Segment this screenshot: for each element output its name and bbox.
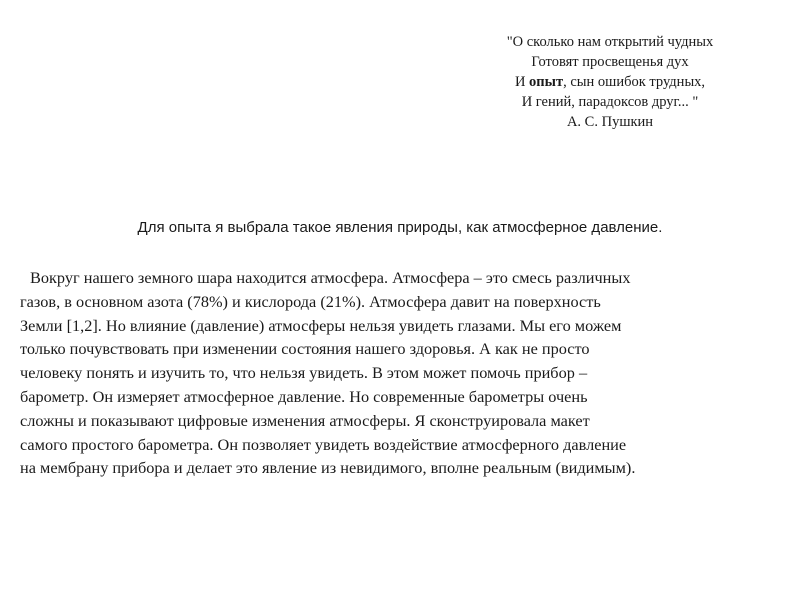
body-line: только почувствовать при изменении состояния нашего здоровья. А как не просто xyxy=(20,339,590,359)
body-line: барометр. Он измеряет атмосферное давление. Но современные барометры очень xyxy=(20,386,588,406)
epigraph-line-1: "О сколько нам открытий чудных xyxy=(506,34,714,50)
epigraph-emphasis-word: опыт xyxy=(529,74,564,90)
body-line: сложны и показывают цифровые изменения атмосферы. Я сконструировала макет xyxy=(20,410,590,430)
epigraph-quote xyxy=(430,32,790,132)
body-line: Земли [1,2]. Но влияние (давление) атмосферы нельзя увидеть глазами. Мы его можем xyxy=(20,315,622,335)
epigraph-line-4: И гений, парадоксов друг... " xyxy=(521,94,699,110)
epigraph-author: А. С. Пушкин xyxy=(566,114,654,130)
body-line: газов, в основном азота (78%) и кислорода (21%). Атмосфера давит на поверхность xyxy=(20,291,601,311)
epigraph-line-2: Готовят просвещенья дух xyxy=(531,54,689,70)
body-line: самого простого барометра. Он позволяет увидеть воздействие атмосферного давление xyxy=(20,434,627,454)
epigraph-line-3 xyxy=(430,72,790,92)
body-paragraph xyxy=(20,266,780,480)
epigraph-line-3-end: , сын ошибок трудных, xyxy=(563,74,706,90)
body-line: Вокруг нашего земного шара находится атмосфера. Атмосфера – это смесь различных xyxy=(30,268,631,287)
body-line: человеку понять и изучить то, что нельзя увидеть. В этом может помочь прибор – xyxy=(20,363,588,383)
epigraph-line-3-start: И xyxy=(514,74,530,90)
body-line: на мембрану прибора и делает это явление из невидимого, вполне реальным (видимым). xyxy=(20,458,636,478)
intro-sentence: Для опыта я выбрала такое явления природы, как атмосферное давление. xyxy=(137,219,663,236)
